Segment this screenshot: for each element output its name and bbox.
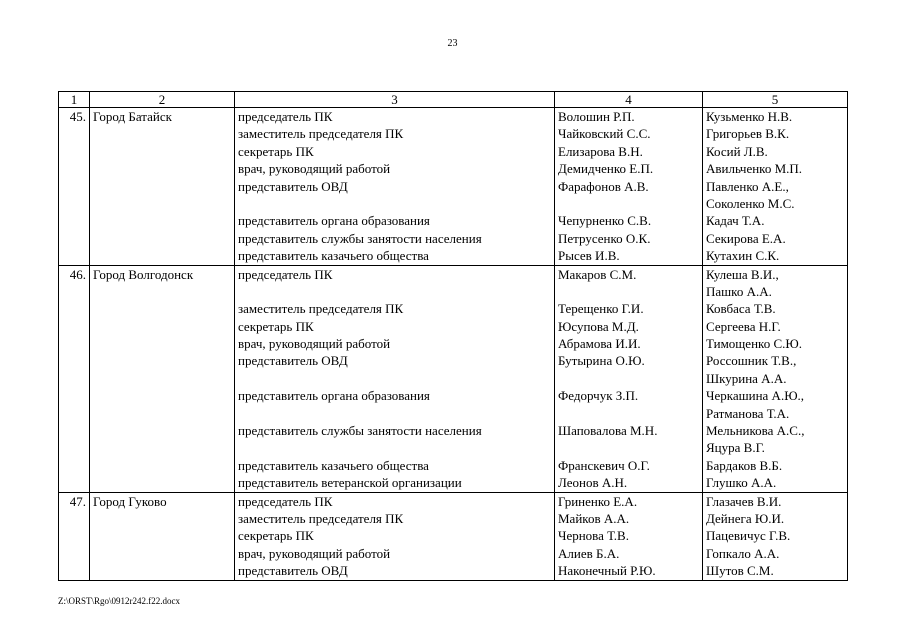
reserve-name: Глушко А.А. [706, 475, 777, 491]
header-col-3: 3 [235, 92, 555, 108]
table-row [59, 108, 848, 266]
member-name: Шаповалова М.Н. [558, 423, 658, 439]
role-line: представитель ОВД [238, 353, 348, 369]
role-line: представитель службы занятости населения [238, 423, 482, 439]
reserve-name: Яцура В.Г. [706, 440, 765, 456]
member-cell [555, 492, 703, 580]
reserve-name: Кулеша В.И., [706, 266, 779, 282]
reserve-name: Сергеева Н.Г. [706, 318, 781, 334]
entry-number: 47. [59, 492, 90, 580]
member-cell [555, 265, 703, 492]
reserve-name: Кадач Т.А. [706, 213, 765, 229]
role-line: секретарь ПК [238, 528, 314, 544]
city-name: Город Волгодонск [90, 265, 235, 492]
entry-number: 45. [59, 108, 90, 266]
reserve-name: Шкурина А.А. [706, 370, 787, 386]
role-line [238, 195, 551, 212]
reserve-cell [703, 492, 848, 580]
role-line: представитель казачьего общества [238, 248, 429, 264]
reserve-name: Ратманова Т.А. [706, 405, 790, 421]
reserve-name: Авильченко М.П. [706, 161, 803, 177]
member-name: Чернова Т.В. [558, 528, 629, 544]
role-line: врач, руководящий работой [238, 336, 391, 352]
reserve-name: Павленко А.Е., [706, 178, 789, 194]
table-row [59, 492, 848, 580]
role-line [238, 439, 551, 456]
role-line: врач, руководящий работой [238, 161, 391, 177]
member-name: Елизарова В.Н. [558, 143, 643, 159]
member-name: Чепурненко С.В. [558, 213, 652, 229]
member-name: Алиев Б.А. [558, 545, 620, 561]
role-cell [235, 265, 555, 492]
table-row [59, 265, 848, 492]
member-name [558, 195, 699, 212]
member-name [558, 370, 699, 387]
reserve-name: Черкашина А.Ю., [706, 388, 805, 404]
header-row [59, 92, 848, 108]
commission-table [58, 91, 848, 581]
reserve-name: Григорьев В.К. [706, 126, 790, 142]
role-line: секретарь ПК [238, 318, 314, 334]
reserve-name: Кузьменко Н.В. [706, 109, 793, 124]
member-name: Петрусенко О.К. [558, 230, 651, 246]
member-name: Макаров С.М. [558, 266, 637, 282]
member-name: Наконечный Р.Ю. [558, 563, 656, 579]
role-line: заместитель председателя ПК [238, 510, 404, 526]
role-line: представитель органа образования [238, 213, 430, 229]
reserve-name: Россошник Т.В., [706, 353, 797, 369]
reserve-name: Бардаков В.Б. [706, 457, 783, 473]
header-col-5: 5 [703, 92, 848, 108]
header-col-4: 4 [555, 92, 703, 108]
role-line [238, 370, 551, 387]
member-name: Волошин Р.П. [558, 109, 635, 124]
reserve-name: Гопкало А.А. [706, 545, 780, 561]
role-line: представитель ОВД [238, 178, 348, 194]
role-line [238, 405, 551, 422]
reserve-name: Шутов С.М. [706, 563, 774, 579]
header-col-1: 1 [59, 92, 90, 108]
member-name: Юсупова М.Д. [558, 318, 639, 334]
role-line: секретарь ПК [238, 143, 314, 159]
role-line: председатель ПК [238, 266, 333, 282]
role-line: заместитель председателя ПК [238, 126, 404, 142]
role-cell [235, 108, 555, 266]
member-name [558, 283, 699, 300]
reserve-name: Ковбаса Т.В. [706, 301, 776, 317]
page-number: 23 [447, 38, 458, 49]
member-name: Гриненко Е.А. [558, 493, 638, 509]
member-cell [555, 108, 703, 266]
reserve-name: Тимощенко С.Ю. [706, 336, 802, 352]
member-name: Франскевич О.Г. [558, 457, 650, 473]
role-line [238, 283, 551, 300]
reserve-cell [703, 265, 848, 492]
member-name: Терещенко Г.И. [558, 301, 644, 317]
reserve-name: Кутахин С.К. [706, 248, 780, 264]
reserve-name: Мельникова А.С., [706, 423, 805, 439]
member-name: Чайковский С.С. [558, 126, 651, 142]
member-name [558, 405, 699, 422]
member-name: Федорчук З.П. [558, 388, 639, 404]
member-name: Фарафонов А.В. [558, 178, 649, 194]
reserve-cell [703, 108, 848, 266]
reserve-name: Пашко А.А. [706, 283, 772, 299]
member-name: Леонов А.Н. [558, 475, 628, 491]
role-line: председатель ПК [238, 493, 333, 509]
city-name: Город Батайск [90, 108, 235, 266]
reserve-name: Дейнега Ю.И. [706, 510, 785, 526]
member-name: Абрамова И.И. [558, 336, 641, 352]
role-line: председатель ПК [238, 109, 333, 124]
member-name: Майков А.А. [558, 510, 630, 526]
reserve-name: Секирова Е.А. [706, 230, 786, 246]
entry-number: 46. [59, 265, 90, 492]
member-name: Рысев И.В. [558, 248, 620, 264]
member-name: Демидченко Е.П. [558, 161, 654, 177]
header-col-2: 2 [90, 92, 235, 108]
reserve-name: Косий Л.В. [706, 143, 768, 159]
member-name: Бутырина О.Ю. [558, 353, 645, 369]
role-line: представитель ОВД [238, 563, 348, 579]
file-path-footer: Z:\ORST\Rgo\0912r242.f22.docx [58, 596, 180, 606]
role-cell [235, 492, 555, 580]
reserve-name: Пацевичус Г.В. [706, 528, 791, 544]
city-name: Город Гуково [90, 492, 235, 580]
role-line: врач, руководящий работой [238, 545, 391, 561]
reserve-name: Глазачев В.И. [706, 493, 782, 509]
role-line: заместитель председателя ПК [238, 301, 404, 317]
role-line: представитель казачьего общества [238, 457, 429, 473]
role-line: представитель органа образования [238, 388, 430, 404]
role-line: представитель ветеранской организации [238, 475, 462, 491]
member-name [558, 439, 699, 456]
reserve-name: Соколенко М.С. [706, 195, 795, 211]
role-line: представитель службы занятости населения [238, 230, 482, 246]
